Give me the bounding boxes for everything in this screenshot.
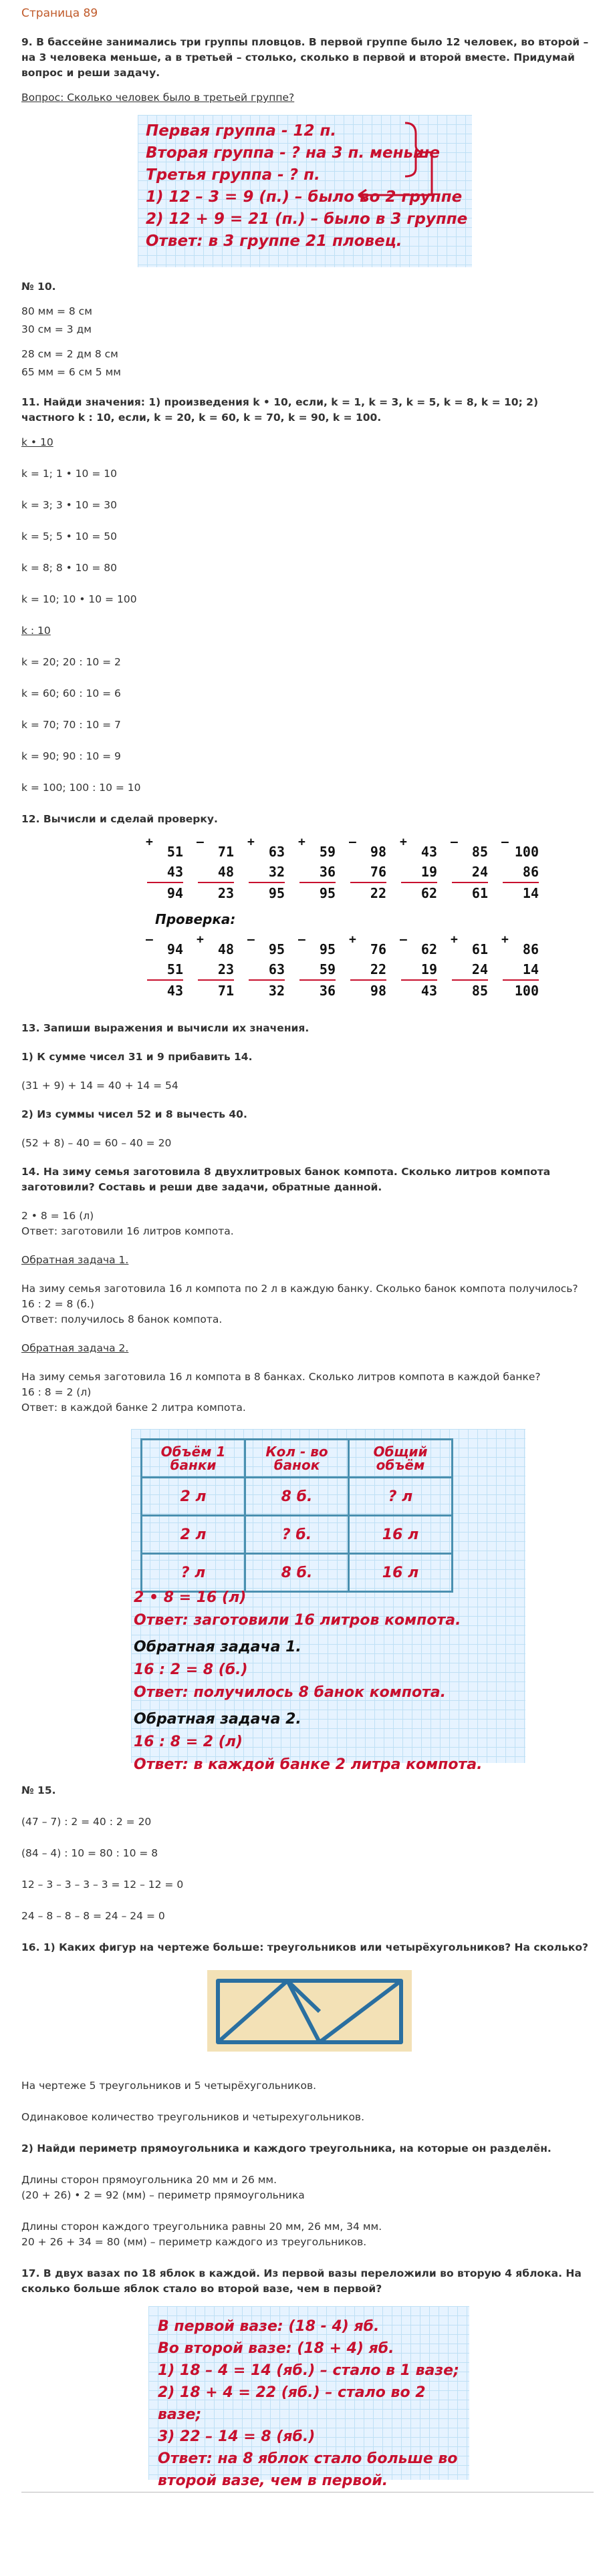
task14-inverse2-solution: 16 : 8 = 2 (л)	[21, 1386, 92, 1398]
operand-bottom: 14	[503, 959, 539, 981]
operand-bottom: 63	[249, 959, 285, 981]
operand-top: 62	[420, 941, 437, 957]
column-operation	[501, 933, 539, 1001]
task11-mul-line: k = 1; 1 • 10 = 10	[21, 468, 117, 480]
operation-sign: +	[349, 933, 356, 947]
task11-div-line: k = 70; 70 : 10 = 7	[21, 719, 121, 731]
column-operation	[197, 835, 234, 903]
task17-pic-line: 3) 22 – 14 = 8 (яб.)	[158, 2428, 316, 2445]
task9-pic-line5: 2) 12 + 9 = 21 (п.) – было в 3 группе	[146, 210, 468, 228]
operand-top: 98	[370, 844, 386, 860]
task11-div-line: k = 20; 20 : 10 = 2	[21, 656, 121, 668]
task14-inverse2-title: Обратная задача 2.	[21, 1342, 129, 1354]
task9-pic-line1: Первая группа - 12 п.	[146, 122, 337, 140]
operand-bottom: 48	[198, 862, 234, 883]
task16-line: Длины сторон каждого треугольника равны 20 мм, 26 мм, 34 мм.	[21, 2221, 382, 2233]
operand-top: 95	[268, 941, 285, 957]
task16-answer1: На чертеже 5 треугольников и 5 четырёхугольников.	[21, 2080, 317, 2092]
operand-top: 59	[319, 844, 336, 860]
table-cell: ? л	[349, 1478, 453, 1516]
operation-sign: +	[400, 835, 407, 849]
task17-pic-line: В первой вазе: (18 - 4) яб.	[158, 2318, 380, 2335]
operation-result: 62	[420, 885, 437, 901]
task11-text: 11. Найди значения: 1) произведения k • 10, если, k = 1, k = 3, k = 5, k = 8, k = 10; 2) частного k : 10, если, k = 20, k = 60, k = 70, k = 90, k = 100.	[21, 396, 539, 424]
operand-bottom: 24	[452, 959, 488, 981]
task16-title: 16. 1) Каких фигур на чертеже больше: треугольников или четырёхугольников? На сколько?	[21, 1941, 588, 1953]
task9-pic-line4: 1) 12 – 3 = 9 (п.) – было во 2 группе	[146, 188, 463, 206]
task12-check-label: Проверка:	[155, 911, 236, 927]
operand-bottom: 24	[452, 862, 488, 883]
operation-sign: +	[197, 933, 204, 947]
operand-top: 86	[522, 941, 539, 957]
operation-result: 94	[166, 885, 183, 901]
task16-question2: 2) Найди периметр прямоугольника и каждого треугольника, на которые он разделён.	[21, 2142, 551, 2154]
operation-result: 43	[166, 983, 183, 999]
task11-div-line: k = 90; 90 : 10 = 9	[21, 750, 121, 762]
task10-line: 65 мм = 6 см 5 мм	[21, 366, 121, 378]
operation-sign: –	[451, 835, 458, 849]
operand-top: 76	[370, 941, 386, 957]
task16-line: 20 + 26 + 34 = 80 (мм) – периметр каждого из треугольников.	[21, 2236, 367, 2248]
operand-top: 61	[471, 941, 488, 957]
operation-result: 71	[217, 983, 234, 999]
task14-inverse1-title: Обратная задача 1.	[21, 1254, 129, 1266]
operation-result: 95	[319, 885, 336, 901]
task12-checks	[146, 933, 608, 1001]
task14-pic-inverse1: Обратная задача 1.	[134, 1639, 301, 1655]
operand-bottom: 19	[401, 959, 437, 981]
brace-arrow	[138, 115, 472, 267]
task14-inverse2-text: На зиму семья заготовила 16 л компота в 8 банках. Сколько литров компота в каждой банке?	[21, 1371, 541, 1383]
operand-bottom: 32	[249, 862, 285, 883]
operation-sign: –	[349, 835, 356, 849]
operation-result: 85	[471, 983, 488, 999]
task11-div-line: k = 60; 60 : 10 = 6	[21, 687, 121, 699]
column-operation	[501, 835, 539, 903]
operation-sign: –	[298, 933, 305, 947]
operation-result: 61	[471, 885, 488, 901]
column-operation	[400, 835, 437, 903]
operand-top: 48	[217, 941, 234, 957]
task14-pic-solution: 2 • 8 = 16 (л)	[134, 1589, 247, 1606]
task13-q2: 2) Из суммы чисел 52 и 8 вычесть 40.	[21, 1108, 247, 1120]
task10-title: № 10.	[21, 281, 56, 293]
task11-mul-line: k = 5; 5 • 10 = 50	[21, 530, 117, 542]
column-operation	[349, 933, 386, 1001]
table-cell: 2 л	[142, 1516, 245, 1554]
operation-sign: –	[146, 933, 153, 947]
task10-line: 30 см = 3 дм	[21, 323, 92, 335]
task14-pic-inverse1-solution: 16 : 2 = 8 (б.)	[134, 1661, 248, 1678]
operand-top: 71	[217, 844, 234, 860]
operand-top: 85	[471, 844, 488, 860]
table-cell: 8 б.	[245, 1554, 349, 1592]
task16-answer2: Одинаковое количество треугольников и четырехугольников.	[21, 2111, 364, 2123]
operation-result: 95	[268, 885, 285, 901]
drawing-svg	[207, 1970, 412, 2052]
task11-heading-div: k : 10	[21, 625, 51, 637]
task13-a1: (31 + 9) + 14 = 40 + 14 = 54	[21, 1080, 178, 1092]
operation-sign: –	[197, 835, 204, 849]
table-cell: 16 л	[349, 1516, 453, 1554]
task11-mul-line: k = 10; 10 • 10 = 100	[21, 593, 137, 605]
operand-bottom: 36	[299, 862, 336, 883]
task13-title: 13. Запиши выражения и вычисли их значения.	[21, 1022, 310, 1034]
task11-div-line: k = 100; 100 : 10 = 10	[21, 782, 141, 794]
operation-sign: +	[501, 933, 509, 947]
operation-result: 32	[268, 983, 285, 999]
task14-pic-inverse1-answer: Ответ: получилось 8 банок компота.	[134, 1684, 447, 1701]
task9-picture	[138, 115, 472, 267]
table-header-cell: Общий объём	[349, 1440, 453, 1478]
operand-bottom: 19	[401, 862, 437, 883]
table-cell: 16 л	[349, 1554, 453, 1592]
task14-inverse1-solution: 16 : 2 = 8 (б.)	[21, 1298, 94, 1310]
task16-line: Длины сторон прямоугольника 20 мм и 26 мм.	[21, 2174, 277, 2186]
task14-pic-inverse2-answer: Ответ: в каждой банке 2 литра компота.	[134, 1756, 483, 1773]
task13-q1: 1) К сумме чисел 31 и 9 прибавить 14.	[21, 1051, 253, 1063]
operation-sign: –	[247, 933, 255, 947]
task14-solution: 2 • 8 = 16 (л)	[21, 1210, 94, 1222]
column-operation	[349, 835, 386, 903]
operation-result: 43	[420, 983, 437, 999]
task14-pic-answer: Ответ: заготовили 16 литров компота.	[134, 1612, 461, 1629]
table-cell: 8 б.	[245, 1478, 349, 1516]
operand-bottom: 22	[350, 959, 386, 981]
operand-top: 63	[268, 844, 285, 860]
task14-pic-inverse2: Обратная задача 2.	[134, 1711, 301, 1728]
operand-bottom: 86	[503, 862, 539, 883]
table-cell: ? б.	[245, 1516, 349, 1554]
task15-line: (47 – 7) : 2 = 40 : 2 = 20	[21, 1816, 152, 1828]
task9-question: Вопрос: Сколько человек было в третьей группе?	[21, 92, 295, 104]
column-operation	[451, 933, 488, 1001]
task17-pic-line: второй вазе, чем в первой.	[158, 2472, 388, 2489]
table-cell: 2 л	[142, 1478, 245, 1516]
task17-picture	[148, 2306, 469, 2489]
column-operation	[146, 835, 183, 903]
table-cell: ? л	[142, 1554, 245, 1592]
task9-pic-line6: Ответ: в 3 группе 21 пловец.	[146, 232, 402, 250]
task14-inverse2-answer: Ответ: в каждой банке 2 литра компота.	[21, 1402, 246, 1414]
operand-bottom: 76	[350, 862, 386, 883]
task13-a2: (52 + 8) – 40 = 60 – 40 = 20	[21, 1137, 172, 1149]
task14-picture	[131, 1429, 525, 1773]
operand-bottom: 59	[299, 959, 336, 981]
task10-line: 28 см = 2 дм 8 см	[21, 348, 118, 360]
task17-title: 17. В двух вазах по 18 яблок в каждой. Из первой вазы переложили во вторую 4 яблока. На сколько больше яблок стало во второй вазе, чем в первой?	[21, 2267, 582, 2295]
operation-sign: –	[501, 835, 509, 849]
task17-pic-line: Во второй вазе: (18 + 4) яб.	[158, 2340, 394, 2357]
task14-pic-inverse2-solution: 16 : 8 = 2 (л)	[134, 1734, 243, 1750]
operand-top: 100	[514, 844, 539, 860]
task9-pic-line2: Вторая группа - ? на 3 п. меньше	[146, 144, 441, 162]
column-operation	[298, 933, 336, 1001]
operand-bottom: 23	[198, 959, 234, 981]
task15-line: 24 – 8 – 8 – 8 = 24 – 24 = 0	[21, 1910, 165, 1922]
operation-result: 100	[514, 983, 539, 999]
operation-result: 22	[370, 885, 386, 901]
column-operation	[197, 933, 234, 1001]
operand-bottom: 51	[147, 959, 183, 981]
operation-sign: +	[247, 835, 255, 849]
operation-sign: +	[298, 835, 305, 849]
task14-answer: Ответ: заготовили 16 литров компота.	[21, 1225, 234, 1237]
task15-line: 12 – 3 – 3 – 3 – 3 = 12 – 12 = 0	[21, 1879, 184, 1891]
operand-bottom: 43	[147, 862, 183, 883]
column-operation	[146, 933, 183, 1001]
rectangle-triangles-drawing	[207, 1970, 412, 2052]
operation-sign: +	[451, 933, 458, 947]
task17-pic-line: 1) 18 – 4 = 14 (яб.) – стало в 1 вазе;	[158, 2362, 459, 2379]
task16-line: (20 + 26) • 2 = 92 (мм) – периметр прямоугольника	[21, 2189, 305, 2201]
page-title: Страница 89	[21, 7, 98, 20]
task17-pic-line: 2) 18 + 4 = 22 (яб.) – стало во 2 вазе;	[158, 2384, 426, 2423]
task9-text: 9. В бассейне занимались три группы пловцов. В первой группе было 12 человек, во второй – на 3 человека меньше, а в третьей – столько, сколько в первой и второй вместе. Придумай вопрос и реши задачу.	[21, 36, 589, 79]
task12-operations	[146, 835, 608, 903]
task14-inverse1-answer: Ответ: получилось 8 банок компота.	[21, 1313, 223, 1325]
column-operation	[400, 933, 437, 1001]
operation-result: 36	[319, 983, 336, 999]
task11-mul-line: k = 8; 8 • 10 = 80	[21, 562, 117, 574]
task14-title: 14. На зиму семья заготовила 8 двухлитровых банок компота. Сколько литров компота заготовили? Составь и реши две задачи, обратные данной.	[21, 1166, 551, 1193]
column-operation	[247, 933, 285, 1001]
operation-result: 98	[370, 983, 386, 999]
task12-title: 12. Вычисли и сделай проверку.	[21, 813, 218, 825]
operand-top: 51	[166, 844, 183, 860]
task9-pic-line3: Третья группа - ? п.	[146, 166, 320, 184]
operation-result: 23	[217, 885, 234, 901]
operation-result: 14	[522, 885, 539, 901]
task15-title: № 15.	[21, 1784, 56, 1796]
page	[7, 0, 608, 2492]
task17-pic-line: Ответ: на 8 яблок стало больше во	[158, 2450, 458, 2467]
column-operation	[247, 835, 285, 903]
task11-heading-mul: k • 10	[21, 436, 53, 448]
task14-table	[140, 1438, 453, 1593]
column-operation	[451, 835, 488, 903]
operand-top: 43	[420, 844, 437, 860]
operation-sign: –	[400, 933, 407, 947]
task10-line: 80 мм = 8 см	[21, 305, 92, 317]
task11-mul-line: k = 3; 3 • 10 = 30	[21, 499, 117, 511]
operand-top: 95	[319, 941, 336, 957]
task15-line: (84 – 4) : 10 = 80 : 10 = 8	[21, 1847, 158, 1859]
task14-inverse1-text: На зиму семья заготовила 16 л компота по 2 л в каждую банку. Сколько банок компота получилось?	[21, 1283, 578, 1295]
column-operation	[298, 835, 336, 903]
table-header-cell: Объём 1 банки	[142, 1440, 245, 1478]
operand-top: 94	[166, 941, 183, 957]
table-header-cell: Кол - во банок	[245, 1440, 349, 1478]
operation-sign: +	[146, 835, 153, 849]
